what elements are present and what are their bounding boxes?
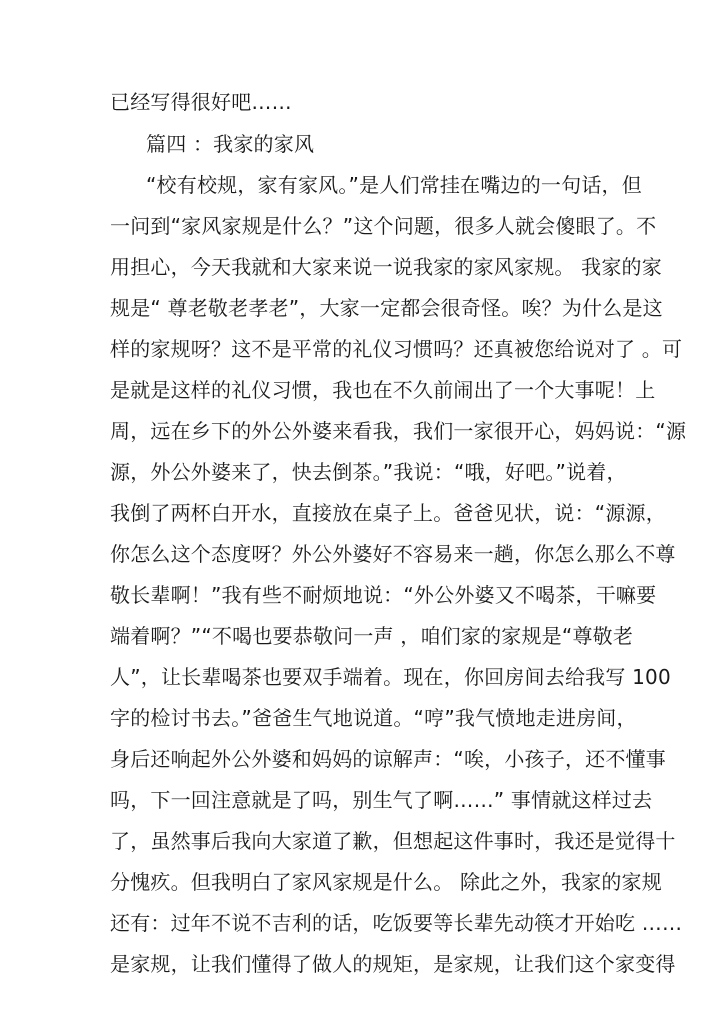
text-line: 端着啊？”“不喝也要恭敬问一声 ，咱们家的家规是“尊敬老 bbox=[110, 624, 634, 648]
text-line: 源，外公外婆来了，快去倒茶。”我说：“哦，好吧。”说着， bbox=[110, 460, 627, 484]
text-line: 周，远在乡下的外公外婆来看我，我们一家很开心，妈妈说：“源 bbox=[110, 419, 687, 443]
text-line: 分愧疚。但我明白了家风家规是什么。 除此之外，我家的家规 bbox=[110, 870, 662, 894]
text-line: 样的家规呀？这不是平常的礼仪习惯吗？还真被您给说对了 。可 bbox=[110, 337, 683, 361]
text-line: 了，虽然事后我向大家道了歉，但想起这件事时，我还是觉得十 bbox=[110, 829, 676, 853]
text-line: 还有：过年不说不吉利的话，吃饭要等长辈先动筷才开始吃 …… bbox=[110, 911, 683, 935]
text-line: 你怎么这个态度呀？外公外婆好不容易来一趟，你怎么那么不尊 bbox=[110, 542, 676, 566]
text-line: 一问到“家风家规是什么？”这个问题，很多人就会傻眼了。不 bbox=[110, 214, 657, 238]
text-line: “校有校规，家有家风。”是人们常挂在嘴边的一句话，但 bbox=[146, 173, 642, 197]
text-line: 吗，下一回注意就是了吗，别生气了啊……” 事情就这样过去 bbox=[110, 788, 653, 812]
text-line: 是就是这样的礼仪习惯，我也在不久前闹出了一个大事呢！上 bbox=[110, 378, 656, 402]
text-line: 是家规，让我们懂得了做人的规矩，是家规，让我们这个家变得 bbox=[110, 952, 676, 976]
text-line: 已经写得很好吧…… bbox=[110, 90, 292, 114]
text-line: 字的检讨书去。”爸爸生气地说道。“哼”我气愤地走进房间， bbox=[110, 706, 637, 730]
text-line: 规是“ 尊老敬老孝老”，大家一定都会很奇怪。唉？为什么是这 bbox=[110, 296, 663, 320]
text-line: 敬长辈啊！”我有些不耐烦地说：“外公外婆又不喝茶，干嘛要 bbox=[110, 583, 657, 607]
text-line: 人”，让长辈喝茶也要双手端着。现在，你回房间去给我写 100 bbox=[110, 665, 671, 689]
section-heading: 篇四 ：我家的家风 bbox=[146, 132, 315, 156]
text-line: 我倒了两杯白开水，直接放在桌子上。爸爸见状，说：“源源， bbox=[110, 501, 666, 525]
text-line: 用担心，今天我就和大家来说一说我家的家风家规。 我家的家 bbox=[110, 255, 662, 279]
text-line: 身后还响起外公外婆和妈妈的谅解声：“唉，小孩子，还不懂事 bbox=[110, 747, 666, 771]
